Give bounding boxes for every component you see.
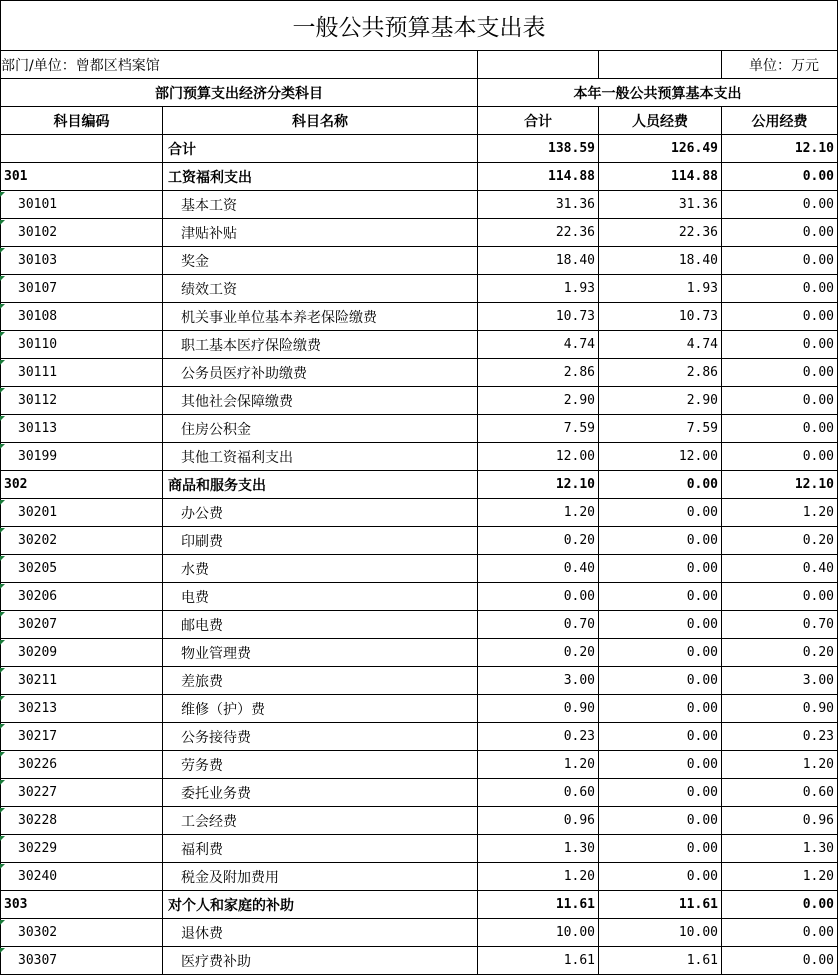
cell-personnel: 0.00 <box>599 779 722 807</box>
cell-code: 30209 <box>0 639 163 667</box>
column-header-code: 科目编码 <box>0 107 163 135</box>
cell-name: 住房公积金 <box>163 415 478 443</box>
cell-public: 1.30 <box>722 835 838 863</box>
cell-code: 30229 <box>0 835 163 863</box>
cell-name: 维修（护）费 <box>163 695 478 723</box>
cell-code: 302 <box>0 471 163 499</box>
cell-name: 邮电费 <box>163 611 478 639</box>
cell-personnel: 0.00 <box>599 723 722 751</box>
cell-total: 12.10 <box>478 471 599 499</box>
cell-public: 0.96 <box>722 807 838 835</box>
cell-name: 水费 <box>163 555 478 583</box>
cell-public: 0.90 <box>722 695 838 723</box>
cell-code: 30108 <box>0 303 163 331</box>
cell-total: 0.40 <box>478 555 599 583</box>
cell-code: 30102 <box>0 219 163 247</box>
cell-note-indicator <box>0 248 5 253</box>
cell-public: 0.00 <box>722 947 838 975</box>
cell-personnel: 12.00 <box>599 443 722 471</box>
cell-name: 工资福利支出 <box>163 163 478 191</box>
cell-code: 30202 <box>0 527 163 555</box>
cell-note-indicator <box>0 556 5 561</box>
cell-personnel: 126.49 <box>599 135 722 163</box>
cell-total: 1.20 <box>478 863 599 891</box>
cell-note-indicator <box>0 304 5 309</box>
cell-code: 30206 <box>0 583 163 611</box>
cell-public: 0.00 <box>722 163 838 191</box>
cell-personnel: 0.00 <box>599 527 722 555</box>
cell-total: 12.00 <box>478 443 599 471</box>
cell-name: 公务员医疗补助缴费 <box>163 359 478 387</box>
column-header-public: 公用经费 <box>722 107 838 135</box>
cell-total: 31.36 <box>478 191 599 219</box>
unit-label: 单位：万元 <box>722 51 838 79</box>
cell-note-indicator <box>0 416 5 421</box>
cell-total: 4.74 <box>478 331 599 359</box>
cell-personnel: 2.86 <box>599 359 722 387</box>
cell-personnel: 0.00 <box>599 639 722 667</box>
cell-total: 0.60 <box>478 779 599 807</box>
cell-note-indicator <box>0 192 5 197</box>
cell-personnel: 0.00 <box>599 583 722 611</box>
cell-code: 30240 <box>0 863 163 891</box>
cell-public: 1.20 <box>722 499 838 527</box>
cell-public: 0.60 <box>722 779 838 807</box>
cell-total: 11.61 <box>478 891 599 919</box>
cell-name: 对个人和家庭的补助 <box>163 891 478 919</box>
cell-name: 合计 <box>163 135 478 163</box>
cell-total: 0.20 <box>478 639 599 667</box>
cell-code: 301 <box>0 163 163 191</box>
cell-note-indicator <box>0 528 5 533</box>
cell-name: 其他工资福利支出 <box>163 443 478 471</box>
cell-public: 0.00 <box>722 247 838 275</box>
cell-public: 0.00 <box>722 443 838 471</box>
cell-public: 0.20 <box>722 639 838 667</box>
cell-code: 30302 <box>0 919 163 947</box>
cell-code: 30205 <box>0 555 163 583</box>
cell-note-indicator <box>0 640 5 645</box>
cell-note-indicator <box>0 948 5 953</box>
cell-personnel: 10.00 <box>599 919 722 947</box>
cell-note-indicator <box>0 696 5 701</box>
cell-public: 0.00 <box>722 303 838 331</box>
cell-public: 0.20 <box>722 527 838 555</box>
cell-code: 30228 <box>0 807 163 835</box>
cell-personnel: 0.00 <box>599 807 722 835</box>
cell-personnel: 0.00 <box>599 863 722 891</box>
cell-public: 0.00 <box>722 415 838 443</box>
cell-public: 12.10 <box>722 471 838 499</box>
cell-name: 物业管理费 <box>163 639 478 667</box>
column-header-name: 科目名称 <box>163 107 478 135</box>
cell-code: 30112 <box>0 387 163 415</box>
blank-cell <box>599 51 722 79</box>
cell-public: 1.20 <box>722 751 838 779</box>
cell-personnel: 11.61 <box>599 891 722 919</box>
cell-name: 电费 <box>163 583 478 611</box>
cell-note-indicator <box>0 752 5 757</box>
cell-total: 0.90 <box>478 695 599 723</box>
cell-personnel: 4.74 <box>599 331 722 359</box>
cell-name: 福利费 <box>163 835 478 863</box>
cell-public: 0.00 <box>722 191 838 219</box>
cell-public: 0.00 <box>722 275 838 303</box>
cell-public: 0.00 <box>722 359 838 387</box>
cell-note-indicator <box>0 864 5 869</box>
cell-public: 0.00 <box>722 891 838 919</box>
cell-personnel: 18.40 <box>599 247 722 275</box>
cell-code: 30199 <box>0 443 163 471</box>
cell-code: 30307 <box>0 947 163 975</box>
cell-note-indicator <box>0 360 5 365</box>
cell-public: 0.00 <box>722 919 838 947</box>
sheet-title: 一般公共预算基本支出表 <box>0 0 838 51</box>
column-header-personnel: 人员经费 <box>599 107 722 135</box>
cell-name: 津贴补贴 <box>163 219 478 247</box>
cell-code: 30217 <box>0 723 163 751</box>
cell-public: 12.10 <box>722 135 838 163</box>
cell-name: 办公费 <box>163 499 478 527</box>
cell-name: 商品和服务支出 <box>163 471 478 499</box>
cell-note-indicator <box>0 780 5 785</box>
cell-total: 7.59 <box>478 415 599 443</box>
cell-public: 0.00 <box>722 331 838 359</box>
cell-name: 职工基本医疗保险缴费 <box>163 331 478 359</box>
cell-code: 30201 <box>0 499 163 527</box>
cell-name: 基本工资 <box>163 191 478 219</box>
cell-total: 22.36 <box>478 219 599 247</box>
cell-personnel: 0.00 <box>599 695 722 723</box>
cell-public: 0.70 <box>722 611 838 639</box>
cell-name: 医疗费补助 <box>163 947 478 975</box>
cell-total: 0.00 <box>478 583 599 611</box>
cell-personnel: 7.59 <box>599 415 722 443</box>
cell-code: 30107 <box>0 275 163 303</box>
cell-code: 30103 <box>0 247 163 275</box>
cell-personnel: 0.00 <box>599 667 722 695</box>
cell-personnel: 0.00 <box>599 835 722 863</box>
cell-public: 0.00 <box>722 219 838 247</box>
cell-total: 114.88 <box>478 163 599 191</box>
column-header-total: 合计 <box>478 107 599 135</box>
cell-note-indicator <box>0 584 5 589</box>
cell-total: 3.00 <box>478 667 599 695</box>
cell-note-indicator <box>0 276 5 281</box>
cell-public: 1.20 <box>722 863 838 891</box>
cell-note-indicator <box>0 444 5 449</box>
cell-note-indicator <box>0 388 5 393</box>
cell-public: 0.00 <box>722 583 838 611</box>
cell-total: 1.20 <box>478 751 599 779</box>
cell-code: 30110 <box>0 331 163 359</box>
cell-total: 1.20 <box>478 499 599 527</box>
cell-name: 印刷费 <box>163 527 478 555</box>
cell-public: 0.23 <box>722 723 838 751</box>
cell-note-indicator <box>0 500 5 505</box>
cell-code <box>0 135 163 163</box>
cell-total: 10.73 <box>478 303 599 331</box>
cell-note-indicator <box>0 668 5 673</box>
cell-note-indicator <box>0 612 5 617</box>
group-header-left: 部门预算支出经济分类科目 <box>0 79 478 107</box>
cell-code: 30111 <box>0 359 163 387</box>
cell-code: 303 <box>0 891 163 919</box>
cell-personnel: 22.36 <box>599 219 722 247</box>
cell-total: 0.70 <box>478 611 599 639</box>
cell-name: 工会经费 <box>163 807 478 835</box>
cell-personnel: 1.93 <box>599 275 722 303</box>
cell-note-indicator <box>0 724 5 729</box>
cell-total: 138.59 <box>478 135 599 163</box>
cell-name: 税金及附加费用 <box>163 863 478 891</box>
cell-total: 1.61 <box>478 947 599 975</box>
cell-total: 18.40 <box>478 247 599 275</box>
cell-code: 30101 <box>0 191 163 219</box>
group-header-right: 本年一般公共预算基本支出 <box>478 79 838 107</box>
cell-public: 3.00 <box>722 667 838 695</box>
cell-note-indicator <box>0 332 5 337</box>
cell-personnel: 0.00 <box>599 471 722 499</box>
cell-name: 奖金 <box>163 247 478 275</box>
cell-note-indicator <box>0 920 5 925</box>
cell-name: 公务接待费 <box>163 723 478 751</box>
cell-total: 0.20 <box>478 527 599 555</box>
cell-total: 10.00 <box>478 919 599 947</box>
cell-code: 30113 <box>0 415 163 443</box>
cell-personnel: 0.00 <box>599 751 722 779</box>
cell-name: 差旅费 <box>163 667 478 695</box>
cell-personnel: 1.61 <box>599 947 722 975</box>
cell-code: 30227 <box>0 779 163 807</box>
cell-total: 1.93 <box>478 275 599 303</box>
cell-total: 1.30 <box>478 835 599 863</box>
cell-code: 30207 <box>0 611 163 639</box>
cell-public: 0.00 <box>722 387 838 415</box>
cell-name: 机关事业单位基本养老保险缴费 <box>163 303 478 331</box>
cell-total: 0.96 <box>478 807 599 835</box>
cell-total: 2.86 <box>478 359 599 387</box>
cell-note-indicator <box>0 220 5 225</box>
dept-label: 部门/单位：曾都区档案馆 <box>0 51 478 79</box>
cell-public: 0.40 <box>722 555 838 583</box>
cell-name: 绩效工资 <box>163 275 478 303</box>
cell-personnel: 31.36 <box>599 191 722 219</box>
cell-name: 劳务费 <box>163 751 478 779</box>
cell-personnel: 2.90 <box>599 387 722 415</box>
cell-personnel: 0.00 <box>599 499 722 527</box>
blank-cell <box>478 51 599 79</box>
cell-name: 其他社会保障缴费 <box>163 387 478 415</box>
cell-code: 30226 <box>0 751 163 779</box>
cell-note-indicator <box>0 808 5 813</box>
cell-personnel: 0.00 <box>599 555 722 583</box>
cell-total: 2.90 <box>478 387 599 415</box>
cell-code: 30213 <box>0 695 163 723</box>
cell-personnel: 114.88 <box>599 163 722 191</box>
cell-name: 委托业务费 <box>163 779 478 807</box>
cell-personnel: 0.00 <box>599 611 722 639</box>
cell-code: 30211 <box>0 667 163 695</box>
cell-name: 退休费 <box>163 919 478 947</box>
cell-total: 0.23 <box>478 723 599 751</box>
cell-personnel: 10.73 <box>599 303 722 331</box>
cell-note-indicator <box>0 836 5 841</box>
